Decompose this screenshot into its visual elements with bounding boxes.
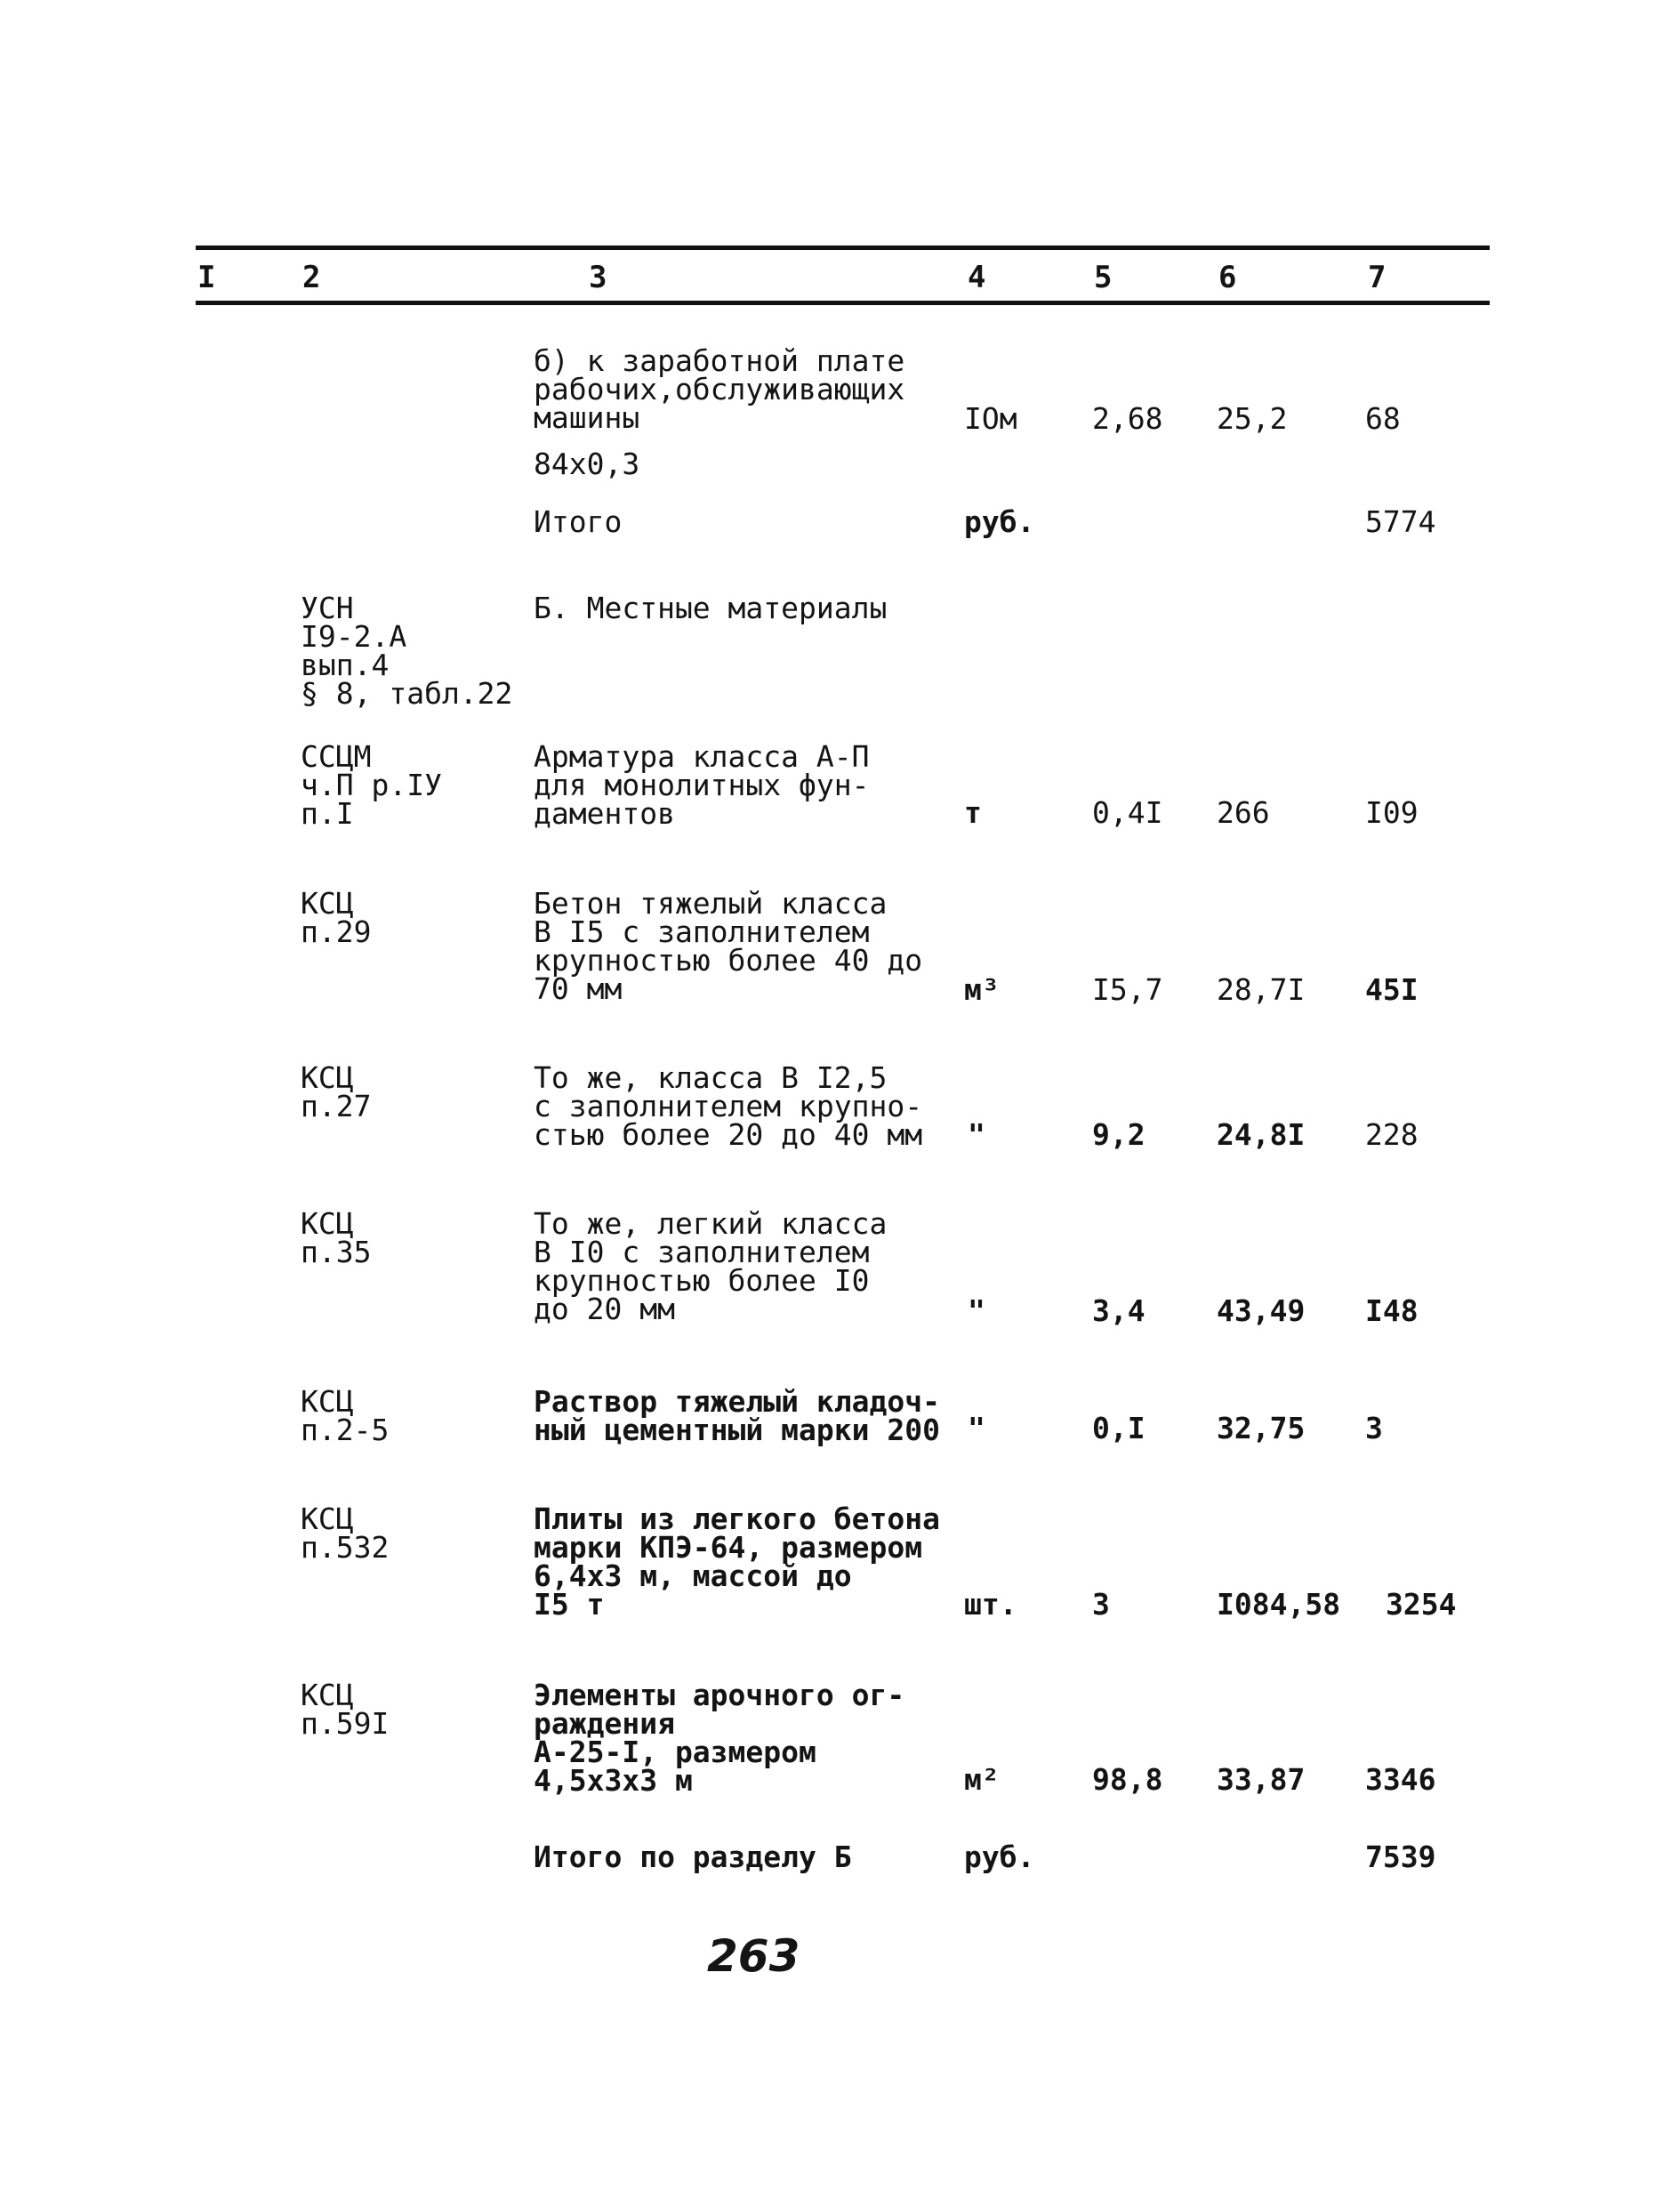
row-code: ССЦМ ч.П р.IУ п.I — [301, 739, 442, 831]
row-code: КСЦ п.59I — [301, 1678, 390, 1741]
row-unit: м³ — [964, 972, 1000, 1007]
row-total: I09 — [1365, 795, 1419, 830]
column-header-4: 4 — [968, 260, 986, 295]
row-description: Бетон тяжелый класса В I5 с заполнителем крупностью более 40 до 70 мм — [534, 886, 923, 1006]
row-quantity: 0,4I — [1092, 795, 1163, 830]
row-description: 84х0,3 — [534, 447, 640, 481]
row-total: 3346 — [1365, 1762, 1436, 1797]
column-header-5: 5 — [1094, 260, 1113, 295]
row-unit: т — [964, 795, 982, 830]
row-unit-price: 25,2 — [1217, 401, 1288, 436]
row-quantity: 98,8 — [1092, 1762, 1163, 1797]
column-header-7: 7 — [1368, 260, 1387, 295]
row-code: УСН I9-2.А вып.4 § 8, табл.22 — [301, 591, 513, 711]
row-quantity: 0,I — [1092, 1411, 1145, 1445]
row-quantity: 9,2 — [1092, 1117, 1145, 1152]
row-unit-price: 33,87 — [1217, 1762, 1306, 1797]
row-total: 45I — [1365, 972, 1419, 1007]
row-total: 68 — [1365, 401, 1401, 436]
row-unit-price: 28,7I — [1217, 972, 1306, 1007]
table-header-rule — [196, 301, 1490, 305]
row-unit: руб. — [964, 504, 1035, 539]
row-unit: м² — [964, 1762, 1000, 1797]
row-code: КСЦ п.29 — [301, 886, 372, 949]
row-code: КСЦ п.532 — [301, 1502, 390, 1565]
row-total: 228 — [1365, 1117, 1419, 1152]
row-unit-price: 266 — [1217, 795, 1270, 830]
row-description: Итого по разделу Б — [534, 1840, 852, 1874]
row-code: КСЦ п.35 — [301, 1206, 372, 1269]
row-code: КСЦ п.2-5 — [301, 1384, 390, 1447]
page-number: 263 — [707, 1930, 800, 1982]
row-description: Элементы арочного ог- раждения А-25-I, размером 4,5х3х3 м — [534, 1678, 905, 1798]
row-unit: шт. — [964, 1587, 1017, 1622]
row-quantity: I5,7 — [1092, 972, 1163, 1007]
column-header-2: 2 — [302, 260, 321, 295]
row-description: Итого — [534, 504, 623, 539]
column-header-6: 6 — [1218, 260, 1237, 295]
row-unit: " — [968, 1293, 985, 1328]
row-unit-price: 43,49 — [1217, 1293, 1306, 1328]
row-description: Плиты из легкого бетона марки КПЭ-64, размером 6,4х3 м, массой до I5 т — [534, 1502, 940, 1622]
row-unit-price: I084,58 — [1217, 1587, 1341, 1622]
row-unit: IOм — [964, 401, 1017, 436]
row-description: Б. Местные материалы — [534, 591, 888, 625]
row-unit-price: 24,8I — [1217, 1117, 1306, 1152]
row-total: 7539 — [1365, 1840, 1436, 1874]
row-description: То же, легкий класса В I0 с заполнителем крупностью более I0 до 20 мм — [534, 1206, 888, 1326]
row-total: 3 — [1365, 1411, 1383, 1445]
column-header-3: 3 — [589, 260, 607, 295]
row-unit: " — [968, 1411, 985, 1445]
row-description: б) к заработной плате рабочих,обслуживающих машины — [534, 343, 905, 435]
row-description: Раствор тяжелый кладоч- ный цементный марки 200 — [534, 1384, 940, 1447]
row-quantity: 2,68 — [1092, 401, 1163, 436]
row-unit: " — [968, 1117, 985, 1152]
row-total: I48 — [1365, 1293, 1419, 1328]
row-total: 5774 — [1365, 504, 1436, 539]
row-description: Арматура класса А-П для монолитных фун- даментов — [534, 739, 870, 831]
row-unit-price: 32,75 — [1217, 1411, 1306, 1445]
row-unit: руб. — [964, 1840, 1035, 1874]
row-quantity: 3,4 — [1092, 1293, 1145, 1328]
row-quantity: 3 — [1092, 1587, 1110, 1622]
row-description: То же, класса В I2,5 с заполнителем крупно- стью более 20 до 40 мм — [534, 1060, 923, 1152]
column-header-1: I — [197, 260, 216, 295]
row-code: КСЦ п.27 — [301, 1060, 372, 1123]
row-total: 3254 — [1386, 1587, 1457, 1622]
table-top-rule — [196, 246, 1490, 250]
